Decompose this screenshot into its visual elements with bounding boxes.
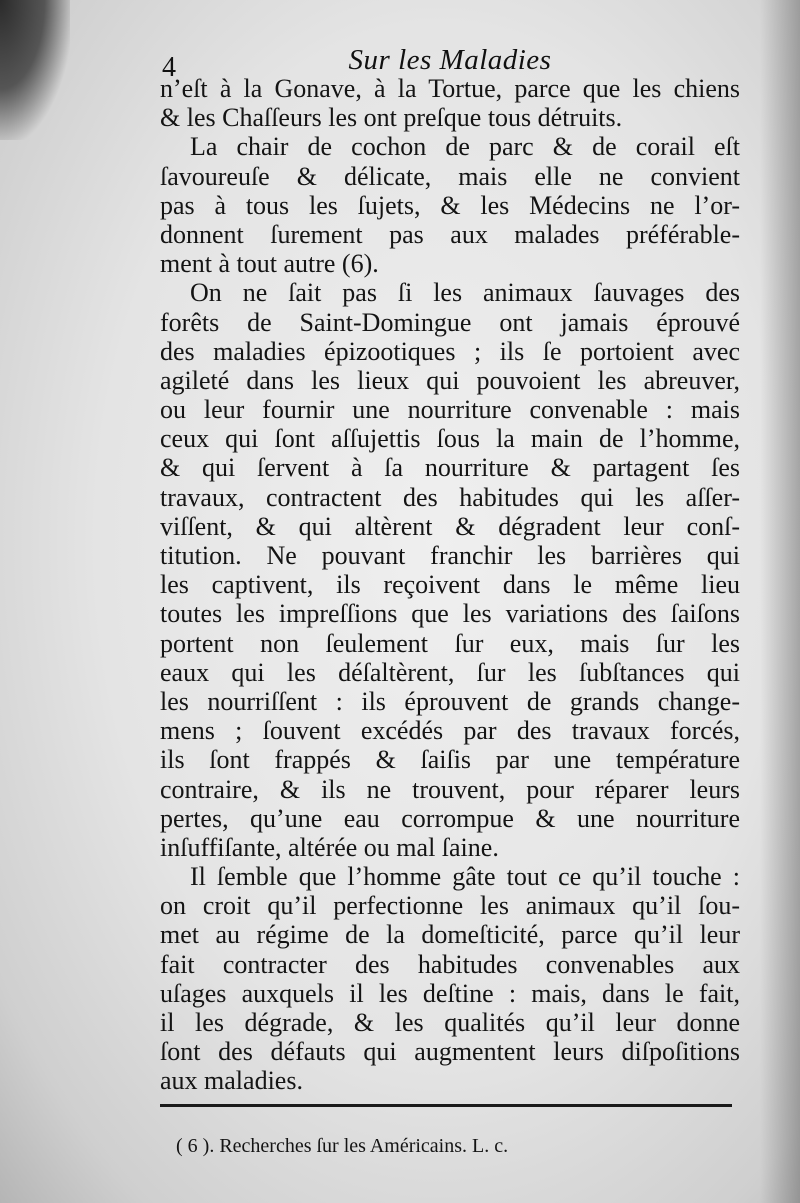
text-line: ceux qui ſont aſſujettis ſous la main de l’homme, [160, 424, 740, 454]
text-line: pertes, qu’une eau corrompue & une nourriture [160, 803, 740, 833]
text-line: il les dégrade, & les qualités qu’il leur donne [160, 1008, 740, 1037]
page-edge-shadow [0, 0, 70, 140]
text-line: eaux qui les déſaltèrent, ſur les ſubſtances qui [160, 657, 740, 687]
text-line: ils ſont frappés & ſaiſis par une température [160, 745, 740, 775]
text-line: & les Chaſſeurs les ont preſque tous détruits. [160, 103, 623, 133]
text-line: donnent ſurement pas aux malades préférable- [160, 219, 740, 249]
text-line: fait contracter des habitudes convenables aux [160, 949, 740, 979]
text-line: inſuffiſante, altérée ou mal ſaine. [160, 832, 499, 862]
page-number: 4 [162, 52, 176, 83]
text-line: les nourriſſent : ils éprouvent de grands change- [160, 686, 740, 716]
text-line: On ne ſait pas ſi les animaux ſauvages des [190, 278, 740, 308]
text-line: les captivent, ils reçoivent dans le même lieu [160, 570, 740, 600]
text-line: travaux, contractent des habitudes qui les aſſer- [160, 482, 740, 512]
text-line: pas à tous les ſujets, & les Médecins ne l’or- [160, 190, 740, 220]
text-line: toutes les impreſſions que les variations des ſaiſons [160, 599, 740, 629]
text-line: des maladies épizootiques ; ils ſe portoient avec [160, 336, 740, 366]
text-line: aux maladies. [160, 1066, 303, 1096]
text-line: ſavoureuſe & délicate, mais elle ne convient [160, 161, 740, 191]
text-line: on croit qu’il perfectionne les animaux qu’il ſou- [160, 891, 740, 921]
footnote: ( 6 ). Recherches ſur les Américains. L. c. [176, 1135, 509, 1157]
text-line: Il ſemble que l’homme gâte tout ce qu’il touche : [190, 862, 740, 892]
footnote-rule [160, 1104, 732, 1107]
text-line: forêts de Saint-Domingue ont jamais éprouvé [160, 307, 740, 337]
text-line: portent non ſeulement ſur eux, mais ſur les [160, 628, 740, 658]
text-line: agileté dans les lieux qui pouvoient les abreuver, [160, 365, 740, 395]
text-line: ment à tout autre (6). [160, 249, 379, 279]
text-line: ſont des défauts qui augmentent leurs diſpoſitions [160, 1037, 740, 1067]
text-line: uſages auxquels il les deſtine : mais, dans le fait, [160, 978, 740, 1008]
text-line: La chair de cochon de parc & de corail eſt [190, 132, 740, 162]
text-line: & qui ſervent à ſa nourriture & partagent ſes [160, 453, 740, 483]
text-line: ou leur fournir une nourriture convenable : mais [160, 395, 740, 425]
running-title: Sur les Maladies [348, 44, 552, 76]
page-gutter-shadow [760, 0, 800, 1203]
text-line: mens ; ſouvent excédés par des travaux forcés, [160, 716, 740, 746]
text-line: met au régime de la domeſticité, parce qu’il leur [160, 920, 740, 950]
text-line: titution. Ne pouvant franchir les barrières qui [160, 541, 740, 570]
body-text [160, 74, 740, 1096]
text-line: n’eſt à la Gonave, à la Tortue, parce que les chiens [160, 74, 740, 103]
text-line: viſſent, & qui altèrent & dégradent leur conſ- [160, 511, 740, 541]
text-line: contraire, & ils ne trouvent, pour réparer leurs [160, 774, 740, 804]
